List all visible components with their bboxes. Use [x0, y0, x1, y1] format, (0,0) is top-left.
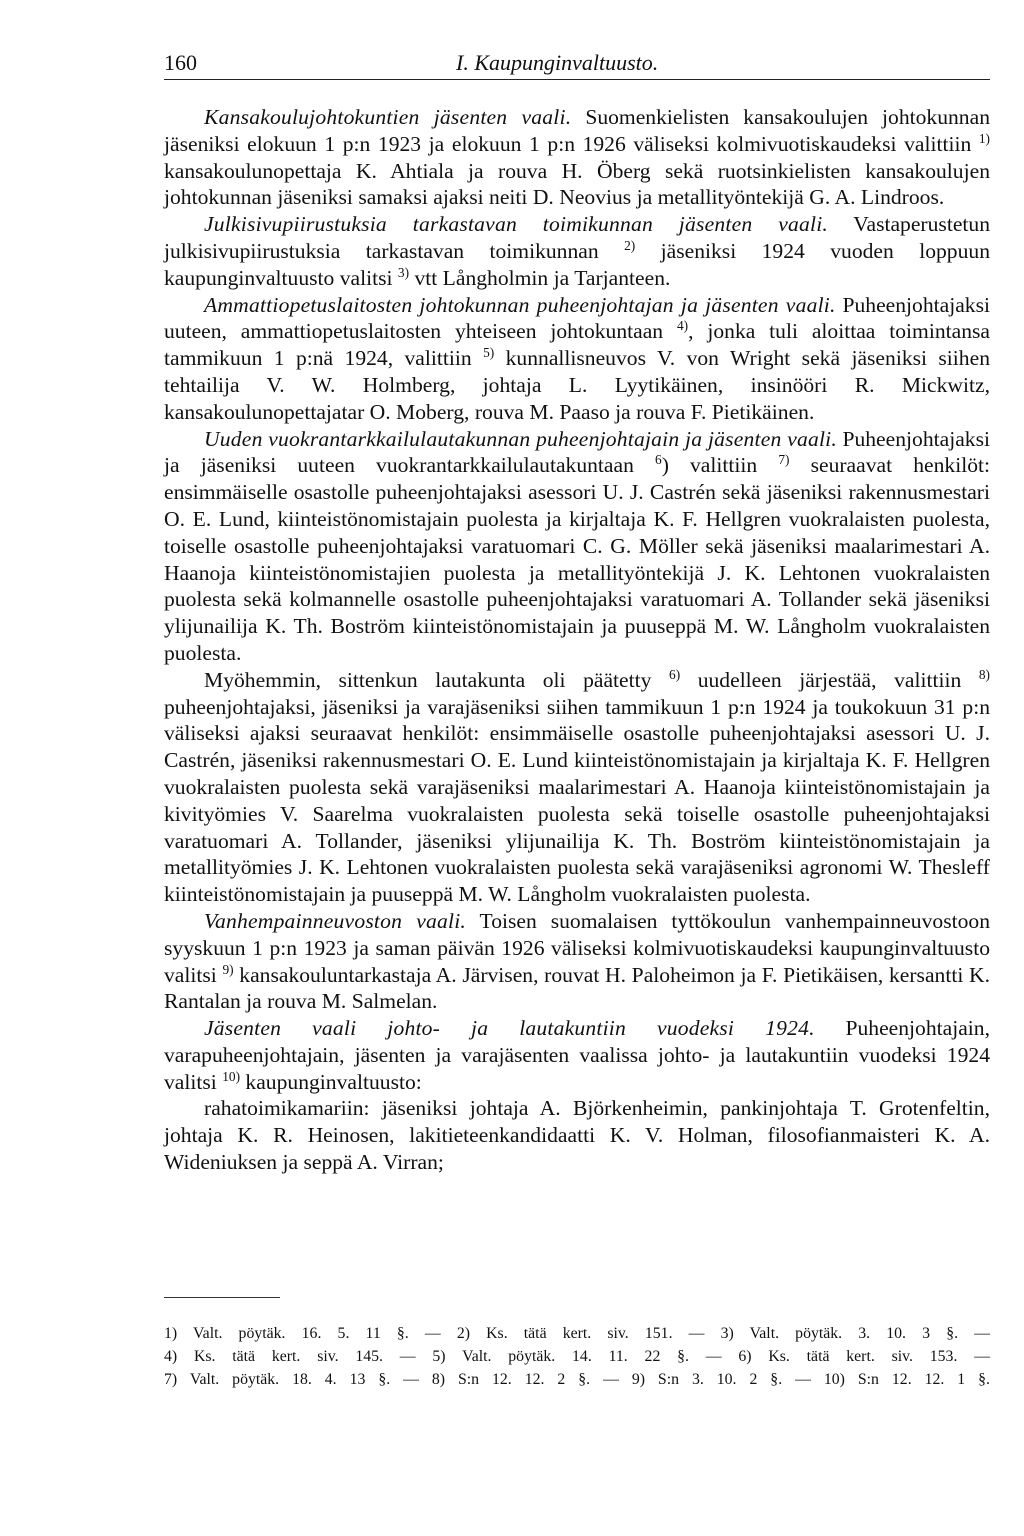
paragraph-text: Myöhemmin, sittenkun lautakunta oli päätetty: [204, 667, 669, 692]
footnotes: [164, 1322, 990, 1391]
running-title: I. Kaupunginvaltuusto.: [456, 50, 659, 75]
footnote-reference: 9): [222, 961, 234, 977]
paragraph-text: vtt Långholmin ja Tarjanteen.: [409, 265, 671, 290]
footnote-reference: 6: [655, 452, 662, 468]
paragraph-text: kunnallisneuvos V. von Wright sekä jäseniksi siihen tehtailija V. W. Holmberg, johtaja L. Lyytikäinen, insinööri R. Mickwitz, kansakoulunopettajatar O. Moberg, rouva M. Paaso ja rouva F. Pietikäinen.: [164, 346, 990, 424]
footnote-reference: 8): [978, 666, 990, 682]
paragraph-text: jäseniksi 1924 vuoden loppuun kaupunginvaltuusto valitsi: [164, 238, 990, 290]
paragraph-text: Puheenjohtajaksi uuteen, ammattiopetuslaitosten yhteiseen johtokuntaan: [164, 292, 990, 344]
paragraph-text: Suomenkielisten kansakoulujen johtokunnan jäseniksi elokuun 1 p:n 1923 ja elokuun 1 p:n 1926 väliseksi kolmivuotiskaudeksi valittiin: [164, 105, 990, 156]
paragraph-heading: Jäsenten vaali johto- ja lautakuntiin vuodeksi 1924.: [204, 1016, 815, 1041]
footnote-reference: 7): [778, 452, 790, 468]
paragraph-heading: Ammattiopetuslaitosten johtokunnan puheenjohtajan ja jäsenten vaali.: [204, 292, 836, 317]
paragraph-text: seuraavat henkilöt: ensimmäiselle osastolle puheenjohtajaksi asessori U. J. Castrén sekä jäseniksi rakennusmestari O. E. Lund, kiinteistönomistajain puolesta ja kirjaltaja K. F. Hellgren vuokralaisten puolesta, toiselle osastolle puheenjohtajaksi varatuomari C. G. Möller sekä jäseniksi maalarimestari A. Haanoja kiinteistönomistajien puolesta ja metallityöntekijä J. K. Lehtonen vuokralaisten puolesta sekä kolmannelle osastolle puheenjohtajaksi varatuomari A. Tollander sekä jäseniksi ylijunailija K. Th. Boström kiinteistönomistajain ja puuseppä M. W. Långholm vuokralaisten puolesta.: [164, 453, 990, 665]
paragraph-heading: Kansakoulujohtokuntien jäsenten vaali.: [204, 105, 572, 129]
paragraph-text: Toisen suomalaisen tyttökoulun vanhempainneuvostoon syyskuun 1 p:n 1923 ja saman päivän 1926 väliseksi kolmivuotiskaudeksi kaupunginvaltuusto valitsi: [164, 908, 990, 987]
paragraph-text: , jonka tuli aloittaa toimintansa tammikuun 1 p:nä 1924, valittiin: [164, 319, 990, 371]
paragraph: [164, 1015, 990, 1095]
body-text: [164, 104, 990, 1176]
paragraph-text: kansakouluntarkastaja A. Järvisen, rouvat H. Paloheimon ja F. Pietikäisen, kersantti K. Rantalan ja rouva M. Salmelan.: [164, 962, 990, 1014]
paragraph-text: kaupunginvaltuusto:: [240, 1069, 422, 1094]
page-header: [164, 44, 990, 84]
paragraph: [164, 667, 990, 908]
footnote-reference: 4): [676, 318, 689, 334]
footnote-reference: 3): [397, 264, 410, 280]
paragraph: [164, 211, 990, 291]
paragraph-text: kansakoulunopettaja K. Ahtiala ja rouva H. Öberg sekä ruotsinkielisten kansakoulujen johtokunnan jäseniksi samaksi ajaksi neiti D. Neovius ja metallityöntekijä G. A. Lindroos.: [164, 158, 990, 210]
footnote-rule: [164, 1297, 280, 1298]
paragraph: [164, 104, 990, 211]
footnote-line: 1) Valt. pöytäk. 16. 5. 11 §. — 2) Ks. tätä kert. siv. 151. — 3) Valt. pöytäk. 3. 10. 3 §. —: [164, 1325, 990, 1342]
footnote-reference: 2): [624, 237, 636, 253]
paragraph-heading: Vanhempainneuvoston vaali.: [204, 908, 467, 933]
footnote-reference: 1): [978, 130, 990, 146]
paragraph-text: puheenjohtajaksi, jäseniksi ja varajäseniksi siihen tammikuun 1 p:n 1924 ja toukokuun 31 p:n väliseksi ajaksi seuraavat henkilöt: ensimmäiselle osastolle puheenjohtajaksi asessori U. J. Castrén, jäseniksi rakennusmestari O. E. Lund kiinteistönomistajain ja kirjaltaja K. F. Hellgren vuokralaisten puolesta sekä varajäseniksi maalarimestari A. Haanoja kiinteistönomistajain ja kivityömies V. Saarelma vuokralaisten puolesta sekä toiselle osastolle puheenjohtajaksi varatuomari A. Tollander, jäseniksi ylijunailija K. Th. Boström kiinteistönomistajain ja metallityömies J. K. Lehtonen vuokralaisten puolesta sekä varajäseniksi agronomi W. Thesleff kiinteistönomistajain ja puuseppä M. W. Långholm vuokralaisten puolesta.: [164, 694, 990, 907]
paragraph: [164, 1095, 990, 1175]
page-number: 160: [164, 50, 197, 75]
footnote-line: 4) Ks. tätä kert. siv. 145. — 5) Valt. pöytäk. 14. 11. 22 §. — 6) Ks. tätä kert. siv. 153. —: [164, 1348, 990, 1365]
paragraph-text: Puheenjohtajain, varapuheenjohtajain, jäsenten ja varajäsenten vaalissa johto- ja lautakuntiin vuodeksi 1924 valitsi: [164, 1016, 990, 1094]
paragraph-text: rahatoimikamariin: jäseniksi johtaja A. Björkenheimin, pankinjohtaja T. Grotenfeltin, johtaja K. R. Heinosen, lakitieteenkandidaatti K. V. Holman, filosofianmaisteri K. A. Wideniuksen ja seppä A. Virran;: [164, 1096, 990, 1175]
footnote-reference: 6): [669, 666, 681, 682]
paragraph-heading: Julkisivupiirustuksia tarkastavan toimikunnan jäsenten vaali.: [204, 212, 829, 237]
footnote-reference: 10): [222, 1068, 241, 1084]
footnote-reference: 5): [483, 344, 495, 360]
paragraph-text: uudelleen järjestää, valittiin: [680, 667, 979, 692]
paragraph: [164, 908, 990, 1015]
paragraph-text: ) valittiin: [661, 453, 779, 478]
paragraph-text: Vastaperustetun julkisivupiirustuksia tarkastavan toimikunnan: [164, 212, 991, 263]
paragraph: [164, 426, 990, 667]
paragraph-text: Puheenjohtajaksi ja jäseniksi uuteen vuokrantarkkailulautakuntaan: [164, 426, 990, 478]
header-rule: [164, 79, 990, 80]
paragraph-heading: Uuden vuokrantarkkailulautakunnan puheenjohtajain ja jäsenten vaali.: [204, 426, 837, 451]
footnote-line: 7) Valt. pöytäk. 18. 4. 13 §. — 8) S:n 12. 12. 2 §. — 9) S:n 3. 10. 2 §. — 10) S:n 12. 12. 1 §.: [164, 1371, 990, 1388]
paragraph: [164, 292, 990, 426]
